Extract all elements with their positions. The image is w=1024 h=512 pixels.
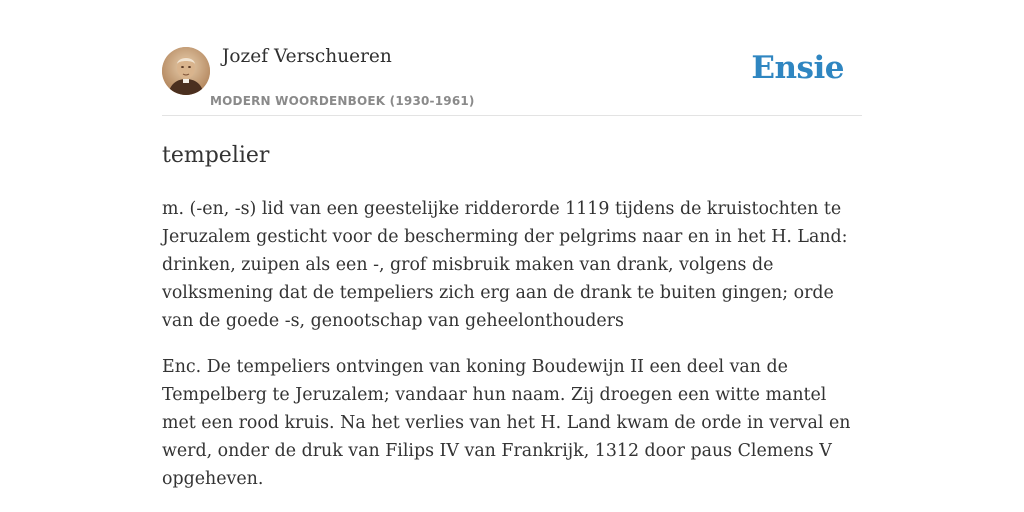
ensie-logo[interactable]: Ensie — [751, 50, 844, 86]
source-label[interactable]: MODERN WOORDENBOEK (1930-1961) — [210, 94, 475, 108]
portrait-photo-icon — [162, 47, 210, 95]
encyclopedia-paragraph: Enc. De tempeliers ontvingen van koning Boudewijn II een deel van de Tempelberg te Jeruzalem; vandaar hun naam. Zij droegen een witte mantel met een rood kruis. Na het verlies van het H. Land kwam de orde in verval en werd, onder de druk van Filips IV van Frankrijk, 1312 door paus Clemens V opgeheven. — [162, 357, 851, 489]
definition-paragraph: m. (-en, -s) lid van een geestelijke ridderorde 1119 tijdens de kruistochten te Jeruzalem gesticht voor de bescherming der pelgrims naar en in het H. Land: drinken, zuipen als een -, grof misbruik maken van drank, volgens de volksmening dat de tempeliers zich erg aan de drank te buiten gingen; orde van de goede -s, genootschap van geheelonthouders — [162, 199, 848, 331]
entry-card — [162, 44, 862, 493]
author-name[interactable]: Jozef Verschueren — [222, 46, 392, 67]
entry-title: tempelier — [162, 143, 270, 168]
entry-header — [162, 44, 862, 116]
author-avatar[interactable] — [162, 47, 210, 95]
